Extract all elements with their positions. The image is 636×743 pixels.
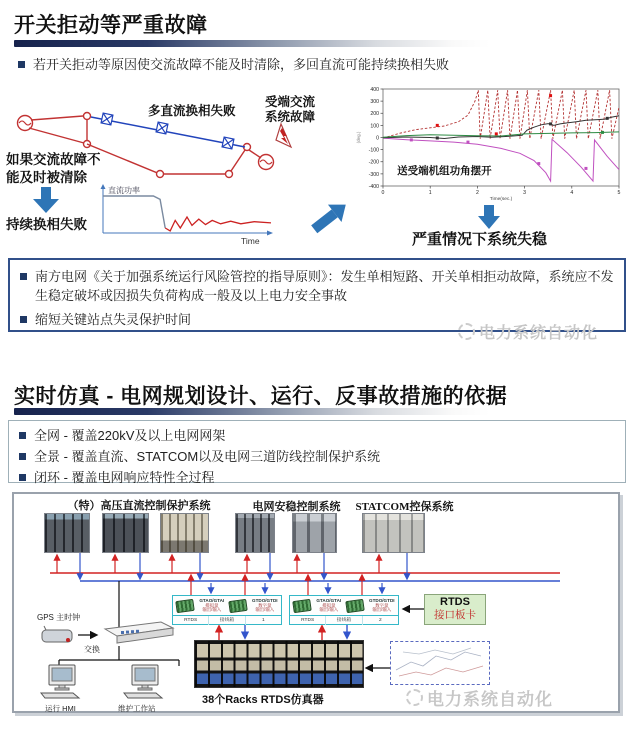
- svg-text:4: 4: [570, 190, 574, 196]
- racks-label: 38个Racks RTDS仿真器: [202, 694, 324, 706]
- watermark-text: 电力系统自动化: [479, 325, 599, 342]
- board-sub: 输出/输入: [202, 607, 222, 613]
- slide2-title: 实时仿真 - 电网规划设计、运行、反事故措施的依据: [14, 385, 508, 408]
- equipment-photo: [102, 513, 149, 553]
- gtdo-board-icon: [345, 598, 364, 612]
- equipment-photo: [235, 513, 275, 553]
- switch-label: 交换: [84, 645, 100, 654]
- board-sub: 输出/输入: [255, 607, 275, 613]
- board-title: GTDO/GTDI: [369, 598, 395, 604]
- svg-text:-100: -100: [368, 147, 379, 154]
- svg-text:0: 0: [376, 135, 379, 142]
- chart-conclusion: 严重情况下系统失稳: [412, 231, 548, 248]
- svg-text:Time: Time: [241, 236, 260, 245]
- group-label-stability: 电网安稳控制系统: [252, 501, 341, 513]
- board-sub: 输出/输入: [319, 607, 339, 613]
- rtds-card-sub: 接口板卡: [434, 609, 476, 621]
- rtds-interface-card: [424, 594, 486, 625]
- gtdo-board-icon: [228, 598, 247, 612]
- svg-text:400: 400: [370, 86, 379, 93]
- board-title: GTAO/GTAI: [316, 598, 342, 604]
- rtds-junction-box-2: [289, 595, 399, 625]
- svg-text:2: 2: [475, 190, 479, 196]
- slide1-bullet-text: 若开关拒动等原因使交流故障不能及时清除，多回直流可能持续换相失败: [33, 57, 450, 72]
- board-sub: 模拟量: [205, 602, 219, 608]
- rtds-racks-photo: [194, 640, 364, 688]
- watermark: [406, 685, 553, 710]
- dc-line: [91, 117, 245, 147]
- svg-text:100: 100: [370, 123, 379, 130]
- grid-schematic-box: [390, 641, 490, 685]
- infobox-bullet1-text: 南方电网《关于加强系统运行风险管控的指导原则》：发生单相短路、开关单相拒动故障，系统应不发生稳定破坏或因损失负荷构成一般及以上电力安全事故: [35, 269, 614, 303]
- board-sub: 输出/输入: [372, 607, 392, 613]
- lightning-icon: [276, 124, 291, 147]
- slide2-bullet-1: [19, 426, 625, 445]
- slide2-bullet-2-text: 全景 - 覆盖直流、STATCOM以及电网三道防线控制保护系统: [34, 449, 381, 464]
- equipment-photo: [160, 513, 209, 553]
- footer-rtds: RTDS: [290, 616, 326, 625]
- rtds-card-title: RTDS: [440, 596, 470, 608]
- svg-text:0: 0: [381, 190, 385, 196]
- board-title: GTDO/GTDI: [252, 598, 278, 604]
- footer-box: 接线箱: [209, 616, 245, 625]
- svg-text:3: 3: [523, 190, 527, 196]
- junction-box-row: [173, 596, 281, 615]
- angle-chart: [353, 84, 627, 202]
- svg-text:Time(sec.): Time(sec.): [489, 197, 513, 202]
- gtao-board-icon: [176, 598, 195, 612]
- network-switch-icon: [97, 619, 177, 649]
- arrow-down-icon: [33, 187, 59, 213]
- equipment-photo: [44, 513, 90, 553]
- bullet-square-icon: [19, 432, 26, 439]
- gtao-labels: [316, 598, 341, 613]
- slide2-bullet-3: [19, 468, 625, 487]
- svg-text:1: 1: [428, 190, 432, 196]
- gtdo-labels: [252, 598, 278, 613]
- rtds-architecture-diagram: [12, 492, 620, 713]
- slide2-bullet-3-text: 闭环 - 覆盖电网响应特性全过程: [34, 470, 215, 485]
- svg-text:送受端机组功角摆开: 送受端机组功角摆开: [397, 164, 492, 177]
- bullet-square-icon: [20, 273, 27, 280]
- bullet-square-icon: [19, 453, 26, 460]
- dc-power-chart: [90, 183, 275, 245]
- svg-text:-400: -400: [368, 183, 379, 190]
- gtao-labels: [199, 598, 224, 613]
- label-receiving-fault-line1: 受端交流: [265, 95, 316, 109]
- label-if-not-cleared-line1: 如果交流故障不: [6, 152, 101, 167]
- slide1-title: 开关拒动等严重故障: [14, 14, 208, 37]
- gps-clock-icon: [40, 625, 78, 645]
- equipment-photo: [362, 513, 425, 553]
- svg-text:-300: -300: [368, 171, 379, 178]
- label-if-not-cleared: [6, 151, 101, 187]
- board-sub: 模拟量: [322, 602, 336, 608]
- arrow-up-right-icon: [308, 198, 352, 236]
- svg-text:5: 5: [617, 190, 621, 196]
- footer-num: 2: [378, 618, 382, 623]
- operator-hmi-computer-icon: [39, 664, 89, 700]
- slide1-title-underline: [14, 40, 490, 47]
- gps-clock-label: GPS 主时钟: [37, 613, 81, 622]
- arrow-down-icon: [478, 205, 500, 229]
- gear-logo-icon: [458, 323, 475, 340]
- infobox-bullet2-text: 缩短关键站点失灵保护时间: [35, 312, 192, 327]
- slide2-bullet-1-text: 全网 - 覆盖220kV及以上电网网架: [34, 428, 226, 443]
- board-sub: 数字量: [375, 602, 389, 608]
- footer-rtds: RTDS: [173, 616, 209, 625]
- junction-box-row: [290, 596, 398, 615]
- label-receiving-fault-line2: 系统故障: [265, 110, 316, 124]
- label-receiving-fault: [265, 95, 315, 125]
- svg-text:(deg.): (deg.): [356, 131, 361, 144]
- group-label-hvdc: （特）高压直流控制保护系统: [67, 500, 211, 512]
- gtdo-labels: [369, 598, 395, 613]
- grid-schematic-sketch: [391, 642, 488, 683]
- infobox-bullet1: [20, 267, 614, 305]
- group-label-statcom: STATCOM控保系统: [355, 501, 454, 513]
- junction-box-footer: [173, 615, 281, 625]
- slide2-title-underline: [14, 408, 490, 415]
- svg-text:-200: -200: [368, 159, 379, 166]
- svg-text:直流功率: 直流功率: [108, 186, 140, 195]
- maintenance-label: 维护工作站: [118, 704, 156, 713]
- footer-num: 1: [261, 618, 265, 623]
- junction-box-footer: [290, 615, 398, 625]
- slide2-bullet-2: [19, 447, 625, 466]
- svg-text:200: 200: [370, 111, 379, 118]
- watermark: [458, 320, 598, 343]
- rtds-junction-box-1: [172, 595, 282, 625]
- svg-text:300: 300: [370, 99, 379, 106]
- label-multi-dc-failure: 多直流换相失败: [148, 104, 236, 118]
- equipment-photo: [292, 513, 337, 553]
- label-if-not-cleared-line2: 能及时被清除: [6, 170, 87, 185]
- bullet-square-icon: [19, 474, 26, 481]
- bullet-square-icon: [20, 316, 27, 323]
- watermark-text: 电力系统自动化: [427, 690, 553, 709]
- board-title: GTAO/GTAI: [199, 598, 225, 604]
- gtao-board-icon: [293, 598, 312, 612]
- bullet-square-icon: [18, 61, 25, 68]
- maintenance-computer-icon: [122, 664, 172, 700]
- slide1-bullet: [18, 55, 618, 74]
- label-continuous-failure: 持续换相失败: [6, 217, 87, 232]
- slide2-bullets-box: [8, 420, 626, 483]
- hmi-label: 运行 HMI: [45, 704, 76, 713]
- board-sub: 数字量: [258, 602, 272, 608]
- footer-box: 接线箱: [326, 616, 362, 625]
- gear-logo-icon: [406, 689, 423, 706]
